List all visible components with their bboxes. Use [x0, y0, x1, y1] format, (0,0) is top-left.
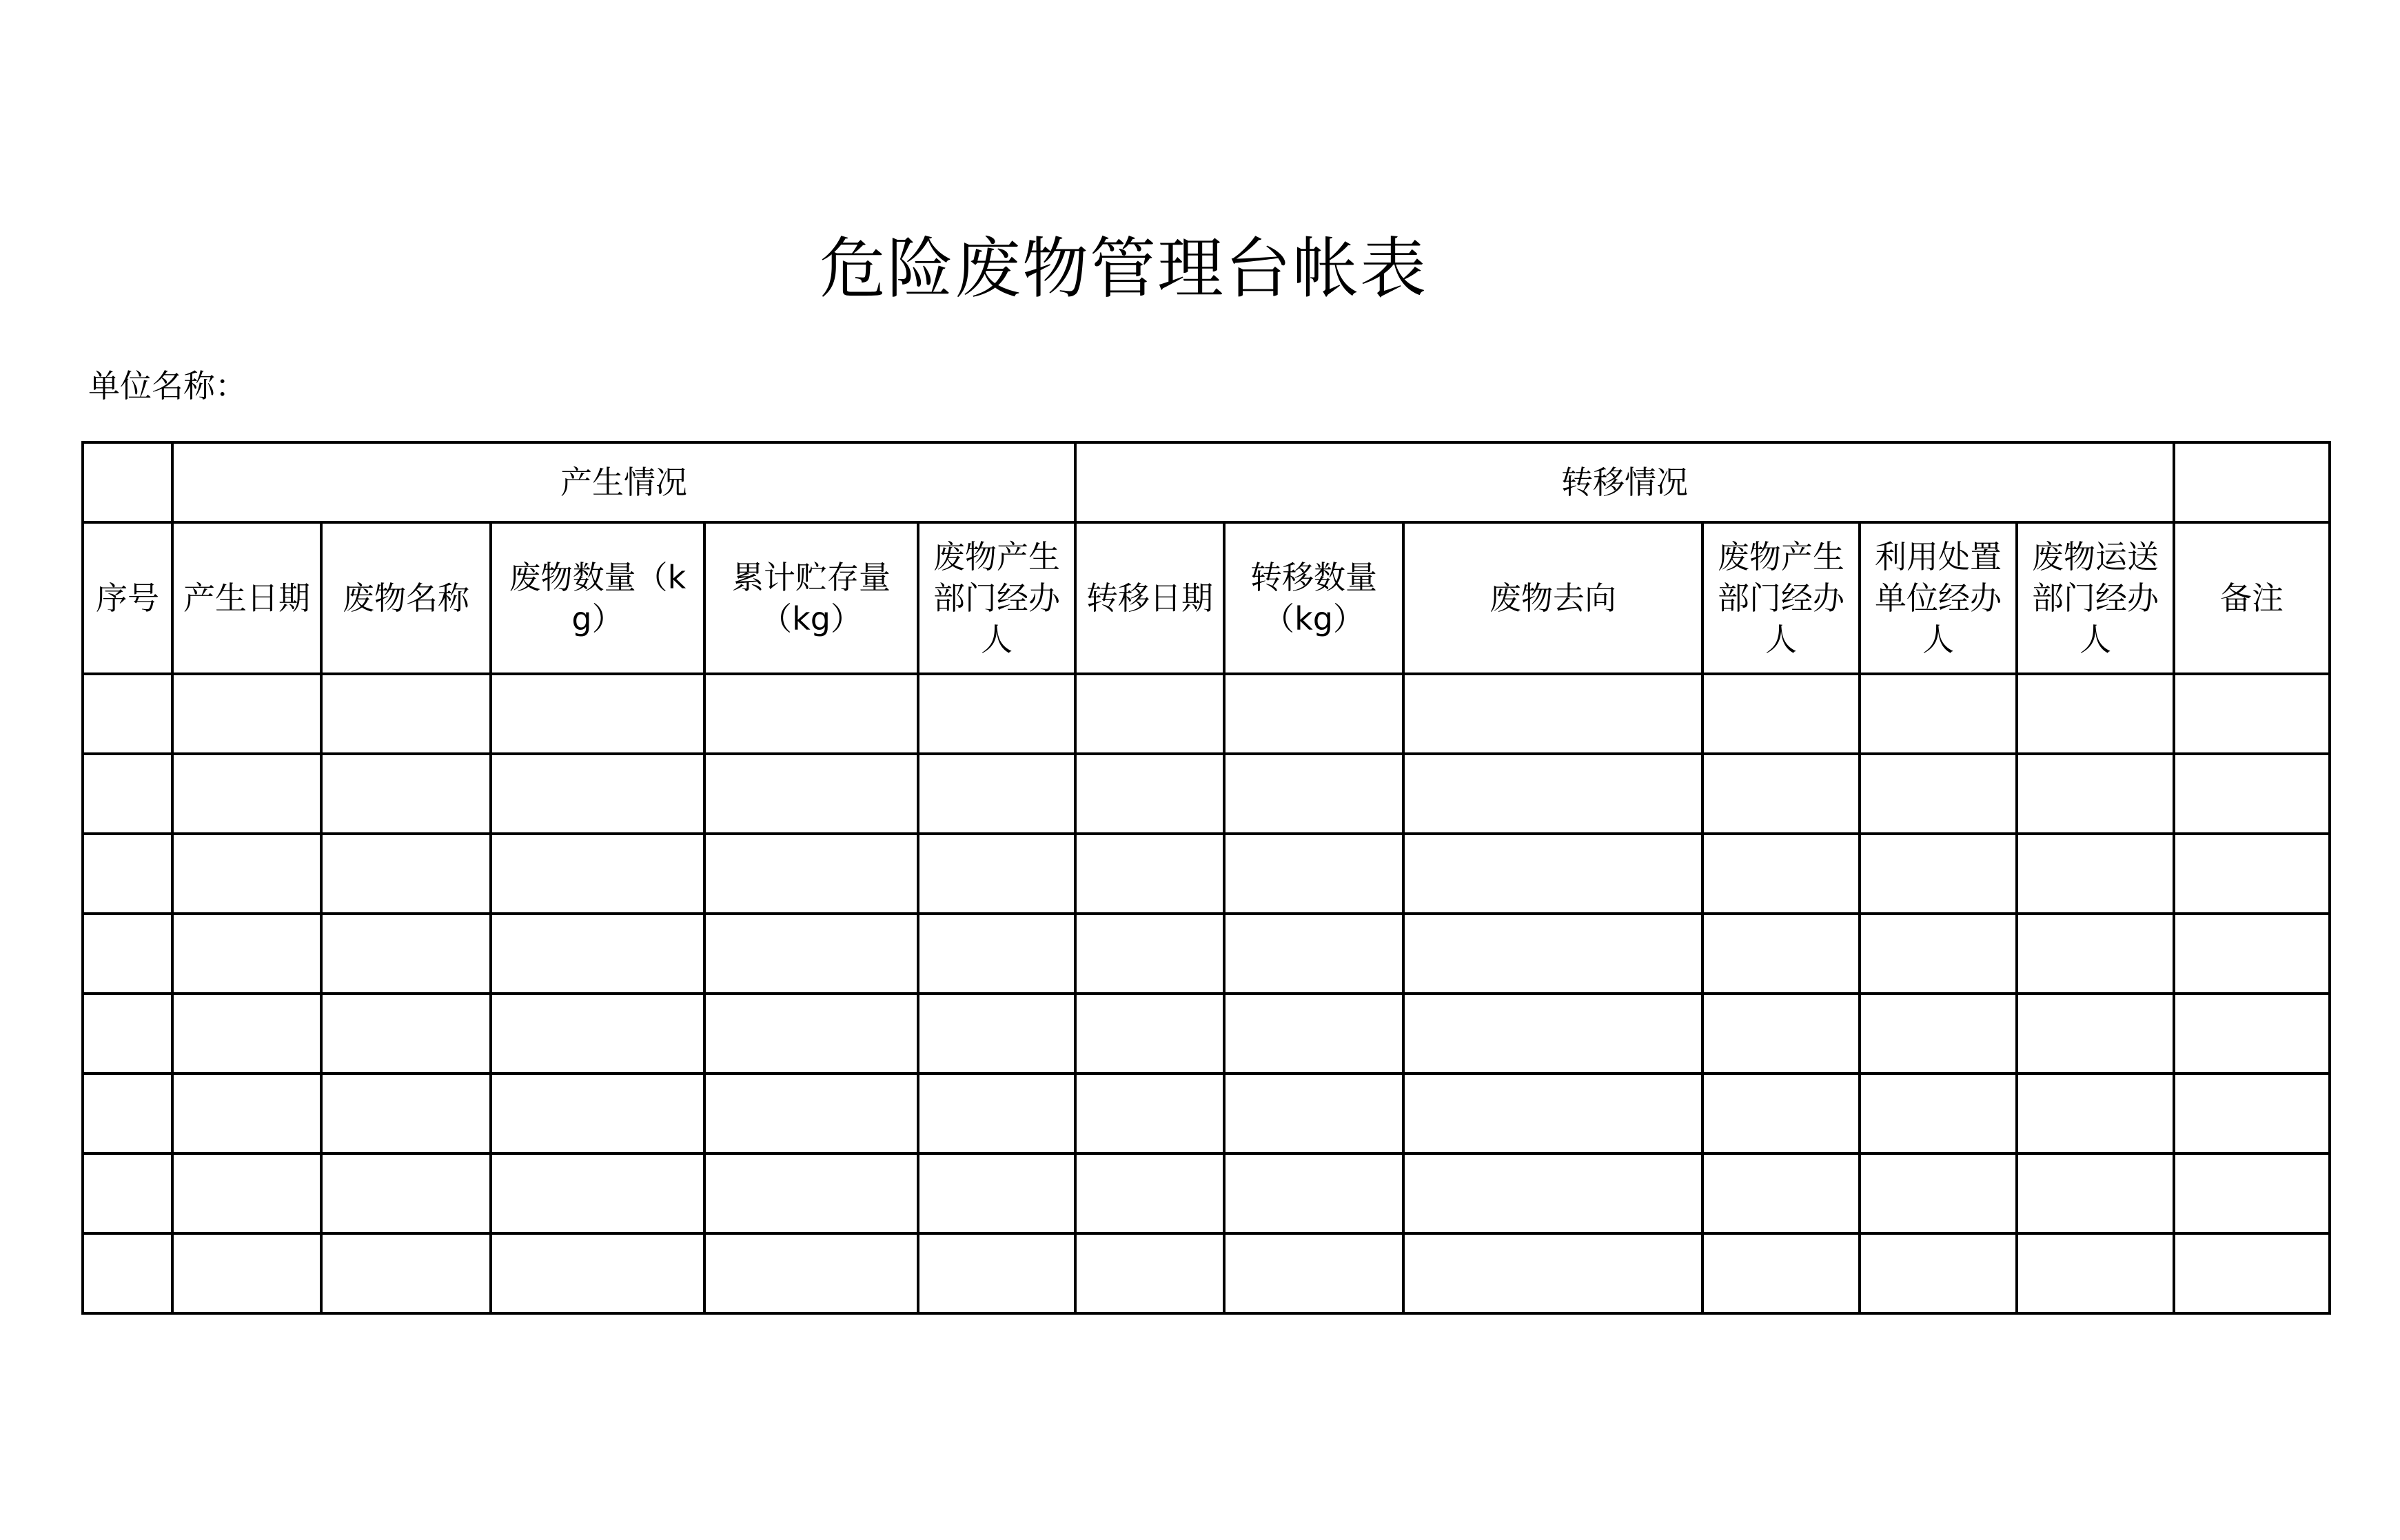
table-cell[interactable] — [2017, 834, 2174, 914]
table-cell[interactable] — [83, 754, 172, 834]
table-cell[interactable] — [83, 1153, 172, 1233]
table-cell[interactable] — [491, 994, 704, 1074]
table-cell[interactable] — [1075, 1074, 1224, 1153]
table-cell[interactable] — [83, 994, 172, 1074]
table-cell[interactable] — [1860, 834, 2017, 914]
table-cell[interactable] — [918, 914, 1075, 994]
table-cell[interactable] — [2017, 674, 2174, 754]
column-header-disposal-unit-handler: 利用处置单位经办人 — [1860, 522, 2017, 674]
table-row — [83, 914, 2330, 994]
table-cell[interactable] — [1702, 754, 1860, 834]
table-cell[interactable] — [1702, 674, 1860, 754]
table-cell[interactable] — [2174, 1153, 2330, 1233]
table-cell[interactable] — [1224, 834, 1403, 914]
table-cell[interactable] — [2174, 674, 2330, 754]
table-cell[interactable] — [321, 754, 491, 834]
table-cell[interactable] — [1224, 1233, 1403, 1313]
table-cell[interactable] — [1075, 914, 1224, 994]
table-cell[interactable] — [1075, 1233, 1224, 1313]
table-cell[interactable] — [1075, 754, 1224, 834]
column-header-row — [83, 522, 2330, 674]
table-cell[interactable] — [1702, 1074, 1860, 1153]
table-cell[interactable] — [172, 674, 321, 754]
table-cell[interactable] — [918, 994, 1075, 1074]
table-cell[interactable] — [1403, 674, 1702, 754]
table-cell[interactable] — [1702, 1233, 1860, 1313]
column-header-generating-dept-handler-transfer: 废物产生部门经办人 — [1702, 522, 1860, 674]
table-cell[interactable] — [321, 834, 491, 914]
table-cell[interactable] — [1224, 914, 1403, 994]
table-cell[interactable] — [1403, 914, 1702, 994]
table-cell[interactable] — [491, 834, 704, 914]
table-cell[interactable] — [172, 914, 321, 994]
table-row — [83, 1074, 2330, 1153]
table-cell[interactable] — [2174, 834, 2330, 914]
table-cell[interactable] — [321, 1233, 491, 1313]
waste-ledger-table — [81, 441, 2331, 1315]
table-cell[interactable] — [1403, 1233, 1702, 1313]
table-cell[interactable] — [704, 1153, 918, 1233]
column-header-remarks: 备注 — [2174, 522, 2330, 674]
table-cell[interactable] — [321, 994, 491, 1074]
table-row — [83, 1153, 2330, 1233]
table-cell[interactable] — [321, 1074, 491, 1153]
group-header-blank-right — [2174, 442, 2330, 522]
table-row — [83, 834, 2330, 914]
table-cell[interactable] — [1403, 994, 1702, 1074]
table-cell[interactable] — [1702, 834, 1860, 914]
table-row — [83, 754, 2330, 834]
table-cell[interactable] — [83, 834, 172, 914]
column-header-waste-destination: 废物去向 — [1403, 522, 1702, 674]
table-row — [83, 994, 2330, 1074]
table-cell[interactable] — [704, 834, 918, 914]
table-cell[interactable] — [1403, 1074, 1702, 1153]
table-cell[interactable] — [2017, 914, 2174, 994]
table-cell[interactable] — [2017, 1233, 2174, 1313]
table-cell[interactable] — [172, 834, 321, 914]
ledger-body — [83, 674, 2330, 1313]
table-cell[interactable] — [1224, 754, 1403, 834]
table-cell[interactable] — [172, 754, 321, 834]
document-title: 危险废物管理台帐表 — [820, 230, 1427, 307]
table-cell[interactable] — [172, 1074, 321, 1153]
table-cell[interactable] — [2017, 754, 2174, 834]
table-cell[interactable] — [172, 994, 321, 1074]
table-cell[interactable] — [704, 674, 918, 754]
table-cell[interactable] — [1702, 914, 1860, 994]
table-cell[interactable] — [704, 1233, 918, 1313]
group-header-row — [83, 442, 2330, 522]
table-cell[interactable] — [2174, 914, 2330, 994]
table-cell[interactable] — [918, 1074, 1075, 1153]
table-cell[interactable] — [172, 1233, 321, 1313]
table-cell[interactable] — [918, 674, 1075, 754]
column-header-generating-dept-handler: 废物产生部门经办人 — [918, 522, 1075, 674]
table-cell[interactable] — [83, 674, 172, 754]
table-cell[interactable] — [2174, 754, 2330, 834]
table-cell[interactable] — [2174, 1233, 2330, 1313]
group-header-blank-left — [83, 442, 172, 522]
table-cell[interactable] — [491, 674, 704, 754]
table-cell[interactable] — [1224, 1153, 1403, 1233]
column-header-transfer-date: 转移日期 — [1075, 522, 1224, 674]
table-cell[interactable] — [172, 1153, 321, 1233]
table-cell[interactable] — [1403, 1153, 1702, 1233]
table-cell[interactable] — [704, 1074, 918, 1153]
table-cell[interactable] — [2017, 994, 2174, 1074]
table-row — [83, 674, 2330, 754]
table-cell[interactable] — [1224, 1074, 1403, 1153]
group-header-transfer: 转移情况 — [1075, 442, 2174, 522]
table-cell[interactable] — [1403, 834, 1702, 914]
table-cell[interactable] — [918, 754, 1075, 834]
table-cell[interactable] — [1702, 994, 1860, 1074]
table-cell[interactable] — [704, 754, 918, 834]
column-header-waste-quantity: 废物数量（kg） — [491, 522, 704, 674]
column-header-waste-name: 废物名称 — [321, 522, 491, 674]
table-cell[interactable] — [321, 914, 491, 994]
table-cell[interactable] — [1403, 754, 1702, 834]
table-row — [83, 1233, 2330, 1313]
column-header-transfer-quantity: 转移数量（kg） — [1224, 522, 1403, 674]
table-cell[interactable] — [1860, 674, 2017, 754]
table-cell[interactable] — [1702, 1153, 1860, 1233]
unit-name-label: 单位名称： — [88, 367, 247, 404]
table-cell[interactable] — [2017, 1153, 2174, 1233]
table-cell[interactable] — [704, 914, 918, 994]
column-header-transport-dept-handler: 废物运送部门经办人 — [2017, 522, 2174, 674]
table-cell[interactable] — [491, 754, 704, 834]
table-cell[interactable] — [83, 1233, 172, 1313]
table-cell[interactable] — [491, 914, 704, 994]
table-cell[interactable] — [2174, 1074, 2330, 1153]
table-cell[interactable] — [83, 1074, 172, 1153]
table-cell[interactable] — [1860, 914, 2017, 994]
table-cell[interactable] — [1075, 674, 1224, 754]
table-cell[interactable] — [918, 1233, 1075, 1313]
table-cell[interactable] — [1860, 754, 2017, 834]
table-cell[interactable] — [918, 1153, 1075, 1233]
table-cell[interactable] — [491, 1233, 704, 1313]
table-cell[interactable] — [491, 1074, 704, 1153]
table-cell[interactable] — [1860, 994, 2017, 1074]
table-cell[interactable] — [1224, 674, 1403, 754]
table-cell[interactable] — [1075, 834, 1224, 914]
table-cell[interactable] — [321, 674, 491, 754]
table-cell[interactable] — [1224, 994, 1403, 1074]
column-header-cumulative-storage: 累计贮存量（kg） — [704, 522, 918, 674]
table-cell[interactable] — [1075, 1153, 1224, 1233]
column-header-serial-number: 序号 — [83, 522, 172, 674]
table-cell[interactable] — [83, 914, 172, 994]
table-cell[interactable] — [491, 1153, 704, 1233]
table-cell[interactable] — [1860, 1233, 2017, 1313]
table-cell[interactable] — [2174, 994, 2330, 1074]
table-cell[interactable] — [918, 834, 1075, 914]
table-cell[interactable] — [2017, 1074, 2174, 1153]
group-header-generation: 产生情况 — [172, 442, 1075, 522]
column-header-generation-date: 产生日期 — [172, 522, 321, 674]
table-cell[interactable] — [1860, 1074, 2017, 1153]
table-cell[interactable] — [1860, 1153, 2017, 1233]
table-cell[interactable] — [1075, 994, 1224, 1074]
table-cell[interactable] — [321, 1153, 491, 1233]
table-cell[interactable] — [704, 994, 918, 1074]
